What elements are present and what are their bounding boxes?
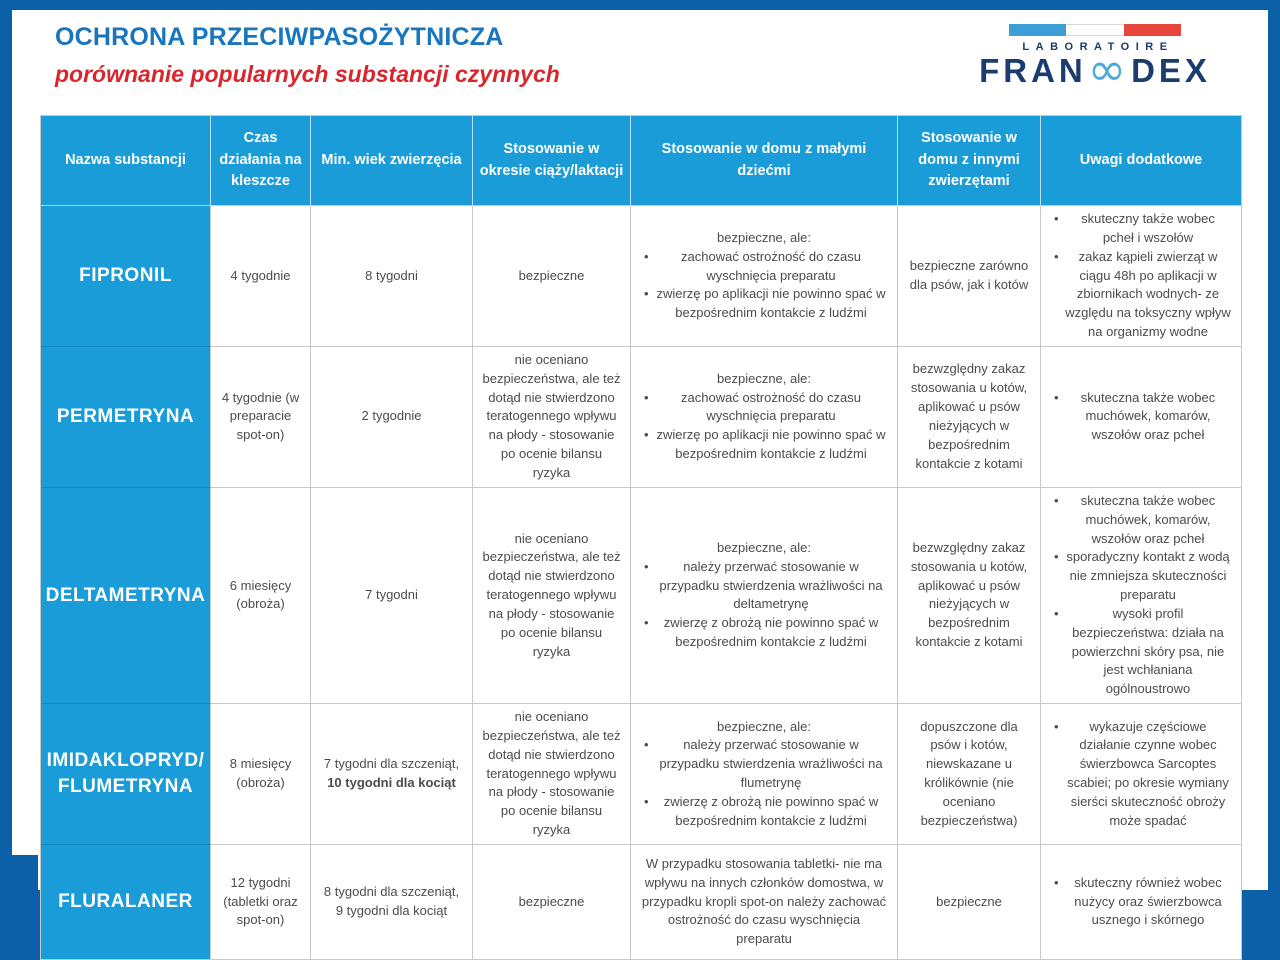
table-cell — [1041, 704, 1241, 845]
bullet-item: • skuteczna także wobec muchówek, komarów, wszołów oraz pcheł — [1049, 389, 1233, 446]
bullet-item: • zwierzę po aplikacji nie powinno spać w bezpośrednim kontakcie z ludźmi — [639, 426, 889, 464]
page-subtitle: porównanie popularnych substancji czynnych — [55, 61, 560, 87]
bullet-item: • wykazuje częściowe działanie czynne wobec świerzbowca Sarcoptes scabiei; po okresie wymiany sierści skuteczność obroży może spadać — [1049, 718, 1233, 831]
page-title: OCHRONA PRZECIWPASOŻYTNICZA — [55, 23, 504, 51]
flag-white-segment — [1066, 24, 1123, 36]
table-body — [41, 206, 1241, 959]
table-cell: bezpieczne — [473, 845, 631, 959]
table-cell: nie oceniano bezpieczeństwa, ale też dotąd nie stwierdzono teratogennego wpływu na płody - stosowanie po ocenie bilansu ryzyka — [473, 347, 631, 488]
table-cell: 8 tygodni dla szczeniąt, 9 tygodni dla kociąt — [311, 845, 473, 959]
table-cell: dopuszczone dla psów i kotów, niewskazane u królikównie (nie oceniano bezpieczeństwa) — [898, 704, 1041, 845]
bullet-item: • zakaz kąpieli zwierząt w ciągu 48h po aplikacji w zbiornikach wodnych- ze względu na toksyczny wpływ na organizmy wodne — [1049, 248, 1233, 342]
cell-intro-text: bezpieczne, ale: — [717, 718, 811, 734]
table-cell: 8 miesięcy (obroża) — [211, 704, 311, 845]
table-cell: 8 tygodni — [311, 206, 473, 347]
bullet-item: • należy przerwać stosowanie w przypadku stwierdzenia wrażliwości na deltametrynę — [639, 558, 889, 615]
table-cell: bezpieczne — [898, 845, 1041, 959]
substance-name-cell: IMIDAKLOPRYD/ FLUMETRYNA — [41, 704, 211, 845]
francodex-logo — [978, 24, 1212, 96]
column-header-1: Nazwa substancji — [41, 116, 211, 206]
cell-intro-text: bezpieczne, ale: — [717, 539, 811, 555]
bullet-item: • sporadyczny kontakt z wodą nie zmniejsza skuteczności preparatu — [1049, 548, 1233, 605]
bullet-item: • zwierzę po aplikacji nie powinno spać w bezpośrednim kontakcie z ludźmi — [639, 285, 889, 323]
table-cell — [631, 206, 898, 347]
substance-name-cell: PERMETRYNA — [41, 347, 211, 488]
bullet-item: • zachować ostrożność do czasu wyschnięcia preparatu — [639, 389, 889, 427]
logo-laboratoire-label: LABORATOIRE — [1022, 41, 1174, 53]
bullet-item: • wysoki profil bezpieczeństwa: działa na powierzchni skóry psa, nie jest wchłaniana ogólnoustrowo — [1049, 605, 1233, 699]
table-row — [41, 347, 1241, 488]
table-row — [41, 845, 1241, 959]
table-cell: 2 tygodnie — [311, 347, 473, 488]
logo-brand-right: DEX — [1131, 52, 1211, 89]
table-cell — [1041, 488, 1241, 704]
table-cell: 6 miesięcy (obroża) — [211, 488, 311, 704]
bullet-item: • należy przerwać stosowanie w przypadku stwierdzenia wrażliwości na flumetrynę — [639, 736, 889, 793]
bullet-item: • zachować ostrożność do czasu wyschnięcia preparatu — [639, 248, 889, 286]
bullet-item: • zwierzę z obrożą nie powinno spać w bezpośrednim kontakcie z ludźmi — [639, 793, 889, 831]
table-cell — [1041, 347, 1241, 488]
table-cell: bezpieczne — [473, 206, 631, 347]
bullet-item: • skuteczna także wobec muchówek, komarów, wszołów oraz pcheł — [1049, 492, 1233, 549]
column-header-5: Stosowanie w domu z małymi dziećmi — [631, 116, 898, 206]
table-cell: bezwzględny zakaz stosowania u kotów, aplikować u psów nieżyjących w bezpośrednim kontakcie z kotami — [898, 347, 1041, 488]
table-cell: bezwzględny zakaz stosowania u kotów, aplikować u psów nieżyjących w bezpośrednim kontakcie z kotami — [898, 488, 1041, 704]
column-header-6: Stosowanie w domu z innymi zwierzętami — [898, 116, 1041, 206]
table-cell — [631, 704, 898, 845]
content-area — [12, 10, 1268, 947]
table-row — [41, 704, 1241, 845]
table-cell — [631, 347, 898, 488]
corner-accent — [0, 855, 38, 905]
table-cell — [1041, 206, 1241, 347]
table-header-row — [41, 116, 1241, 206]
column-header-3: Min. wiek zwierzęcia — [311, 116, 473, 206]
table-head — [41, 116, 1241, 206]
table-cell — [631, 488, 898, 704]
substance-name-cell: DELTAMETRYNA — [41, 488, 211, 704]
column-header-7: Uwagi dodatkowe — [1041, 116, 1241, 206]
comparison-table — [40, 115, 1242, 960]
infinity-icon: ∞ — [1087, 41, 1131, 96]
cell-intro-text: bezpieczne, ale: — [717, 370, 811, 386]
flag-red-segment — [1124, 24, 1181, 36]
french-flag-icon — [1009, 24, 1181, 36]
bullet-item: • skuteczny również wobec nużycy oraz świerzbowca usznego i skórnego — [1049, 874, 1233, 931]
table-cell: 7 tygodni — [311, 488, 473, 704]
substance-name-cell: FIPRONIL — [41, 206, 211, 347]
table-cell: 4 tygodnie (w preparacie spot-on) — [211, 347, 311, 488]
table-cell: 12 tygodni (tabletki oraz spot-on) — [211, 845, 311, 959]
table-cell: W przypadku stosowania tabletki- nie ma wpływu na innych członków domostwa, w przypadku kropli spot-on należy zachować ostrożność do czasu wyschnięcia preparatu — [631, 845, 898, 959]
column-header-4: Stosowanie w okresie ciąży/laktacji — [473, 116, 631, 206]
table-row — [41, 206, 1241, 347]
substance-name-cell: FLURALANER — [41, 845, 211, 959]
flag-blue-segment — [1009, 24, 1066, 36]
bullet-item: • zwierzę z obrożą nie powinno spać w bezpośrednim kontakcie z ludźmi — [639, 614, 889, 652]
table-cell: nie oceniano bezpieczeństwa, ale też dotąd nie stwierdzono teratogennego wpływu na płody - stosowanie po ocenie bilansu ryzyka — [473, 704, 631, 845]
cell-intro-text: bezpieczne, ale: — [717, 229, 811, 245]
table-cell: 7 tygodni dla szczeniąt, 10 tygodni dla kociąt — [311, 704, 473, 845]
table-cell — [1041, 845, 1241, 959]
table-cell: bezpieczne zarówno dla psów, jak i kotów — [898, 206, 1041, 347]
logo-brand-left: FRAN — [979, 52, 1087, 89]
table-cell: nie oceniano bezpieczeństwa, ale też dotąd nie stwierdzono teratogennego wpływu na płody - stosowanie po ocenie bilansu ryzyka — [473, 488, 631, 704]
table-cell: 4 tygodnie — [211, 206, 311, 347]
bullet-item: • skuteczny także wobec pcheł i wszołów — [1049, 210, 1233, 248]
column-header-2: Czas działania na kleszcze — [211, 116, 311, 206]
table-row — [41, 488, 1241, 704]
